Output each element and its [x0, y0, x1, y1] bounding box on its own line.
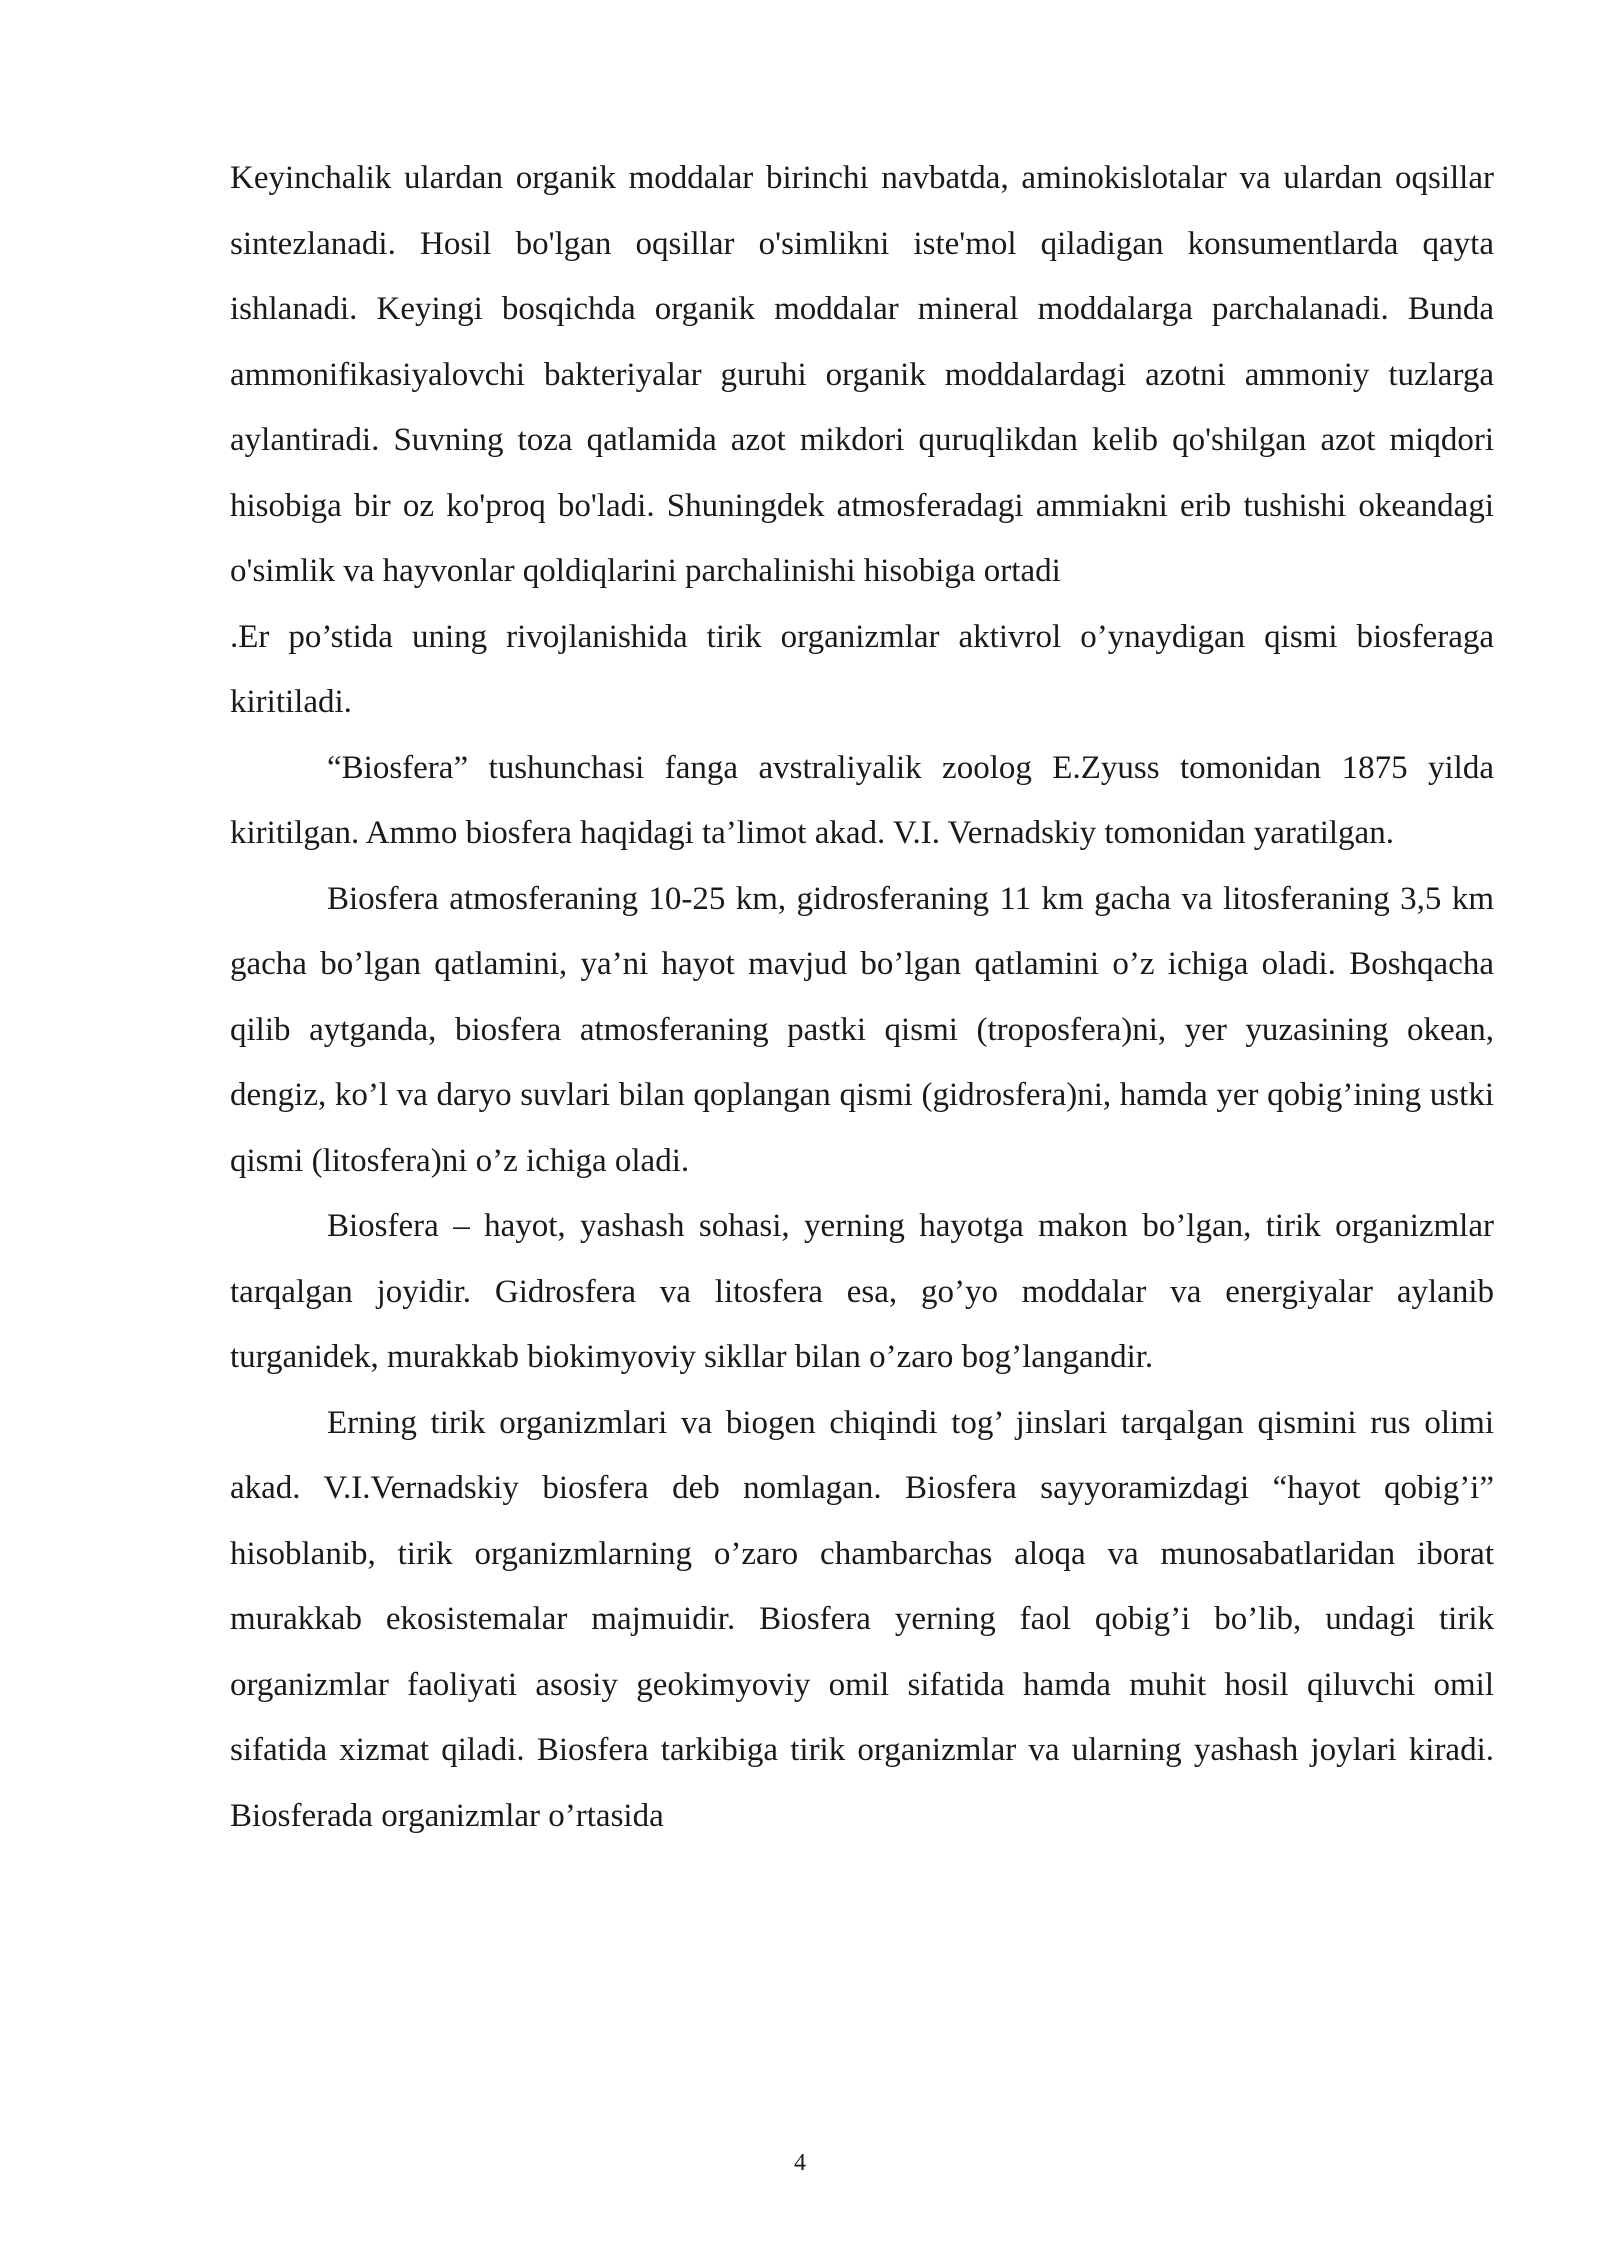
paragraph-1: Keyinchalik ulardan organik moddalar birinchi navbatda, aminokislotalar va ulardan oqsillar sintezlanadi. Hosil bo'lgan oqsillar o'simlikni iste'mol qiladigan konsumentlarda qayta ishlanadi. Keyingi bosqichda organik moddalar mineral moddalarga parchalanadi. Bunda ammonifikasiyalovchi bakteriyalar guruhi organik moddalardagi azotni ammoniy tuzlarga aylantiradi. Suvning toza qatlamida azot mikdori quruqlikdan kelib qo'shilgan azot miqdori hisobiga bir oz ko'proq bo'ladi. Shuningdek atmosferadagi ammiakni erib tushishi okeandagi o'simlik va hayvonlar qoldiqlarini parchalinishi hisobiga ortadi — [230, 160, 1494, 589]
paragraph-4: Biosfera atmosferaning 10-25 km, gidrosferaning 11 km gacha va litosferaning 3,5 km gacha bo’lgan qatlamini, ya’ni hayot mavjud bo’lgan qatlamini o’z ichiga oladi. Boshqacha qilib aytganda, biosfera atmosferaning pastki qismi (troposfera)ni, yer yuzasining okean, dengiz, ko’l va daryo suvlari bilan qoplangan qismi (gidrosfera)ni, hamda yer qobig’ining ustki qismi (litosfera)ni o’z ichiga oladi. — [230, 880, 1494, 1179]
paragraph-2: .Er po’stida uning rivojlanishida tirik organizmlar aktivrol o’ynaydigan qismi biosferaga kiritiladi. — [230, 618, 1494, 720]
paragraph-6: Erning tirik organizmlari va biogen chiqindi tog’ jinslari tarqalgan qismini rus olimi akad. V.I.Vernadskiy biosfera deb nomlagan. Biosfera sayyoramizdagi “hayot qobig’i” hisoblanib, tirik organizmlarning o’zaro chambarchas aloqa va munosabatlaridan iborat murakkab ekosistemalar majmuidir. Biosfera yerning faol qobig’i bo’lib, undagi tirik organizmlar faoliyati asosiy geokimyoviy omil sifatida hamda muhit hosil qiluvchi omil sifatida xizmat qiladi. Biosfera tarkibiga tirik organizmlar va ularning yashash joylari kiradi. Biosferada organizmlar o’rtasida — [230, 1404, 1494, 1834]
document-body — [230, 146, 1494, 1849]
paragraph-5: Biosfera – hayot, yashash sohasi, yerning hayotga makon bo’lgan, tirik organizmlar tarqalgan joyidir. Gidrosfera va litosfera esa, go’yo moddalar va energiyalar aylanib turganidek, murakkab biokimyoviy sikllar bilan o’zaro bog’langandir. — [230, 1208, 1494, 1375]
paragraph-3: “Biosfera” tushunchasi fanga avstraliyalik zoolog E.Zyuss tomonidan 1875 yilda kiritilgan. Ammo biosfera haqidagi ta’limot akad. V.I. Vernadskiy tomonidan yaratilgan. — [230, 749, 1494, 851]
page-number: 4 — [794, 2150, 806, 2176]
